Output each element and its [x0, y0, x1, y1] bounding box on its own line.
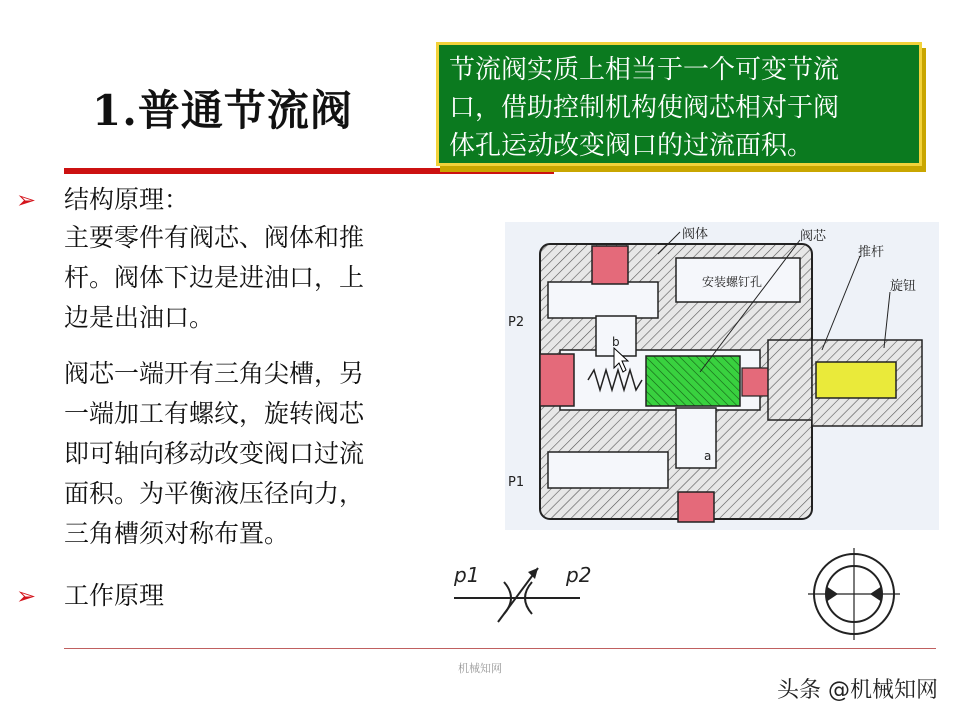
- text-line: 即可轴向移动改变阀口过流: [64, 439, 365, 468]
- label-push-rod: 推杆: [858, 245, 885, 260]
- valve-spool: [646, 356, 740, 406]
- label-b: b: [612, 335, 620, 349]
- spool-section-view: [800, 544, 910, 648]
- text-line: 面积。为平衡液压径向力，: [64, 479, 365, 508]
- text-line: 杆。阀体下边是进油口，上: [64, 263, 365, 292]
- top-plug: [592, 246, 628, 284]
- watermark-corner: 头条 @机械知网: [777, 678, 938, 703]
- end-cap: [768, 340, 812, 420]
- triangle-groove-right: [870, 586, 882, 602]
- symbol-label-p1: p1: [454, 563, 480, 587]
- text-line: 主要零件有阀芯、阀体和推: [64, 223, 365, 252]
- slide-title: 1.普通节流阀: [92, 86, 353, 135]
- inlet-channel: [548, 452, 668, 488]
- bullet-arrow-icon: ➢: [16, 186, 37, 214]
- triangle-groove-left: [826, 586, 838, 602]
- note-line-1: 节流阀实质上相当于一个可变节流: [449, 55, 840, 85]
- bullet-arrow-icon: ➢: [16, 582, 37, 610]
- symbol-arrow-head: [528, 568, 538, 579]
- note-line-2: 口，借助控制机构使阀芯相对于阀: [449, 93, 840, 123]
- label-valve-core: 阀芯: [800, 229, 827, 244]
- text-line: 阀芯一端开有三角尖槽，另: [64, 359, 365, 388]
- left-plug: [540, 354, 574, 406]
- bottom-plug: [678, 492, 714, 522]
- text-line: 一端加工有螺纹，旋转阀芯: [64, 399, 365, 428]
- label-valve-body: 阀体: [682, 227, 709, 242]
- footer-divider: [64, 648, 936, 649]
- symbol-label-p2: p2: [566, 563, 592, 587]
- label-p1-port: P1: [508, 475, 525, 490]
- label-a: a: [704, 449, 712, 463]
- throttle-symbol: [440, 556, 600, 636]
- label-mounting-hole: 安装螺钉孔: [702, 275, 763, 289]
- text-line: 边是出油口。: [64, 303, 215, 332]
- section-heading-working: 工作原理: [64, 581, 165, 610]
- knob-screw: [816, 362, 896, 398]
- label-p2-port: P2: [508, 315, 525, 330]
- note-line-3: 体孔运动改变阀口的过流面积。: [449, 131, 814, 161]
- section-heading-structure: 结构原理：: [64, 185, 190, 214]
- outlet-channel: [548, 282, 658, 318]
- watermark-center: 机械知网: [458, 662, 502, 675]
- text-line: 三角槽须对称布置。: [64, 519, 290, 548]
- label-knob: 旋钮: [890, 279, 917, 294]
